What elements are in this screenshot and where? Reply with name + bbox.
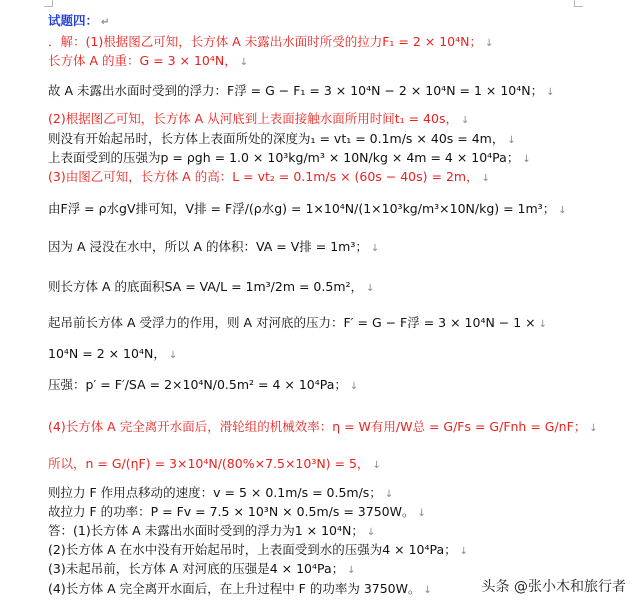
watermark — [478, 575, 630, 597]
line-break-mark: ↵ — [101, 17, 110, 28]
paragraph-mark: ↓ — [484, 38, 494, 49]
solution-line-text: 则没有开始起吊时，长方体上表面所处的深度为₁ = vt₁ = 0.1m/s × 40s = 4m， — [48, 131, 505, 146]
solution-line — [48, 200, 567, 218]
paragraph-mark: ↓ — [372, 460, 381, 471]
solution-line-text: (2)长方体 A 在水中没有开始起吊时，上表面受到水的压强为4 × 10⁴Pa； — [48, 542, 457, 557]
paragraph-mark: ↓ — [366, 527, 376, 538]
solution-line — [48, 238, 379, 256]
solution-line-text: (4)长方体 A 完全离开水面后，在上升过程中 F 的功率为 3750W。 — [48, 581, 421, 596]
solution-line-text: 则拉力 F 作用点移动的速度：v = 5 × 0.1m/s = 0.5m/s； — [48, 485, 382, 500]
solution-line — [48, 52, 248, 70]
watermark-text: 头条 @张小木和旅行者 — [481, 579, 626, 595]
solution-line-text: 压强：p′ = F′/SA = 2×10⁴N/0.5m² = 4 × 10⁴Pa； — [48, 377, 347, 392]
solution-line-text: (3)未起吊前，长方体 A 对河底的压强是4 × 10⁴Pa； — [48, 561, 345, 576]
solution-line — [48, 345, 177, 363]
solution-line-text: 故 A 未露出水面时受到的浮力：F浮 = G − F₁ = 3 × 10⁴N − 2 × 10⁴N = 1 × 10⁴N； — [48, 83, 544, 98]
solution-line-text: 故拉力 F 的功率：P = Fv = 7.5 × 10³N × 0.5m/s = 3750W。 — [48, 504, 415, 519]
solution-line-text: ．解：(1)根据图乙可知，长方体 A 未露出水面时所受的拉力F₁ = 2 × 10⁴N； — [48, 34, 482, 49]
solution-line — [48, 278, 374, 296]
paragraph-mark: ↓ — [459, 546, 469, 557]
solution-line — [48, 82, 555, 100]
paragraph-mark: ↓ — [347, 565, 356, 576]
solution-line-text: 长方体 A 的重：G = 3 × 10⁴N， — [48, 53, 237, 68]
solution-line-text: 起吊前长方体 A 受浮力的作用，则 A 对河底的压力：F′ = G − F浮 = 3 × 10⁴N − 1 × — [48, 315, 536, 330]
solution-line — [48, 455, 381, 473]
solution-line — [48, 541, 468, 559]
paragraph-mark: ↓ — [589, 423, 598, 434]
solution-line-text: 所以，n = G/(ηF) = 3×10⁴N/(80%×7.5×10³N) = 5， — [48, 456, 370, 471]
paragraph-mark: ↓ — [558, 205, 567, 216]
paragraph-mark: ↓ — [546, 87, 555, 98]
paragraph-mark: ↓ — [370, 243, 380, 254]
solution-line — [48, 149, 531, 167]
question-title-text: 试题四： — [48, 13, 99, 28]
question-title — [48, 12, 109, 30]
solution-line-text: 由F浮 = ρ水gV排可知，V排 = F浮/(ρ水g) = 1×10⁴N/(1×10³kg/m³×10N/kg) = 1m³； — [48, 201, 556, 216]
solution-line — [48, 314, 547, 332]
solution-line — [48, 503, 426, 521]
solution-line-text: 则长方体 A 的底面积SA = VA/L = 1m³/2m = 0.5m²， — [48, 279, 364, 294]
solution-line — [48, 580, 432, 598]
solution-line-text: 答：(1)长方体 A 未露出水面时受到的浮力为1 × 10⁴N； — [48, 523, 364, 538]
solution-line — [48, 376, 358, 394]
paragraph-mark: ↓ — [384, 489, 394, 500]
page-corner-mark-right — [574, 0, 583, 7]
paragraph-mark: ↓ — [349, 381, 359, 392]
paragraph-mark: ↓ — [366, 283, 375, 294]
paragraph-mark: ↓ — [239, 57, 249, 68]
paragraph-mark: ↓ — [538, 319, 548, 330]
solution-line — [48, 522, 375, 540]
paragraph-mark: ↓ — [417, 508, 426, 519]
solution-line — [48, 33, 493, 51]
solution-line-text: (2)根据图乙可知，长方体 A 从河底到上表面接触水面所用时间t₁ = 40s， — [48, 111, 458, 126]
paragraph-mark: ↓ — [507, 135, 516, 146]
solution-line-text: (3)由图乙可知，长方体 A 的高：L = vt₂ = 0.1m/s × (60s − 40s) = 2m， — [48, 169, 479, 184]
solution-line-text: 上表面受到的压强为p = ρgh = 1.0 × 10³kg/m³ × 10N/kg × 4m = 4 × 10⁴Pa； — [48, 150, 520, 165]
solution-line — [48, 110, 469, 128]
solution-line — [48, 560, 356, 578]
solution-line-text: (4)长方体 A 完全离开水面后，滑轮组的机械效率：η = W有用/W总 = G/Fs = G/Fnh = G/nF； — [48, 419, 587, 434]
paragraph-mark: ↓ — [423, 585, 432, 596]
paragraph-mark: ↓ — [522, 154, 531, 165]
solution-line — [48, 418, 598, 436]
solution-line — [48, 130, 516, 148]
solution-line-text: 10⁴N = 2 × 10⁴N， — [48, 346, 166, 361]
page-corner-mark-left — [44, 0, 53, 7]
solution-line-text: 因为 A 浸没在水中，所以 A 的体积：VA = V排 = 1m³； — [48, 239, 368, 254]
paragraph-mark: ↓ — [481, 173, 490, 184]
solution-line — [48, 484, 393, 502]
paragraph-mark: ↓ — [168, 350, 178, 361]
solution-line — [48, 168, 490, 186]
paragraph-mark: ↓ — [460, 115, 470, 126]
